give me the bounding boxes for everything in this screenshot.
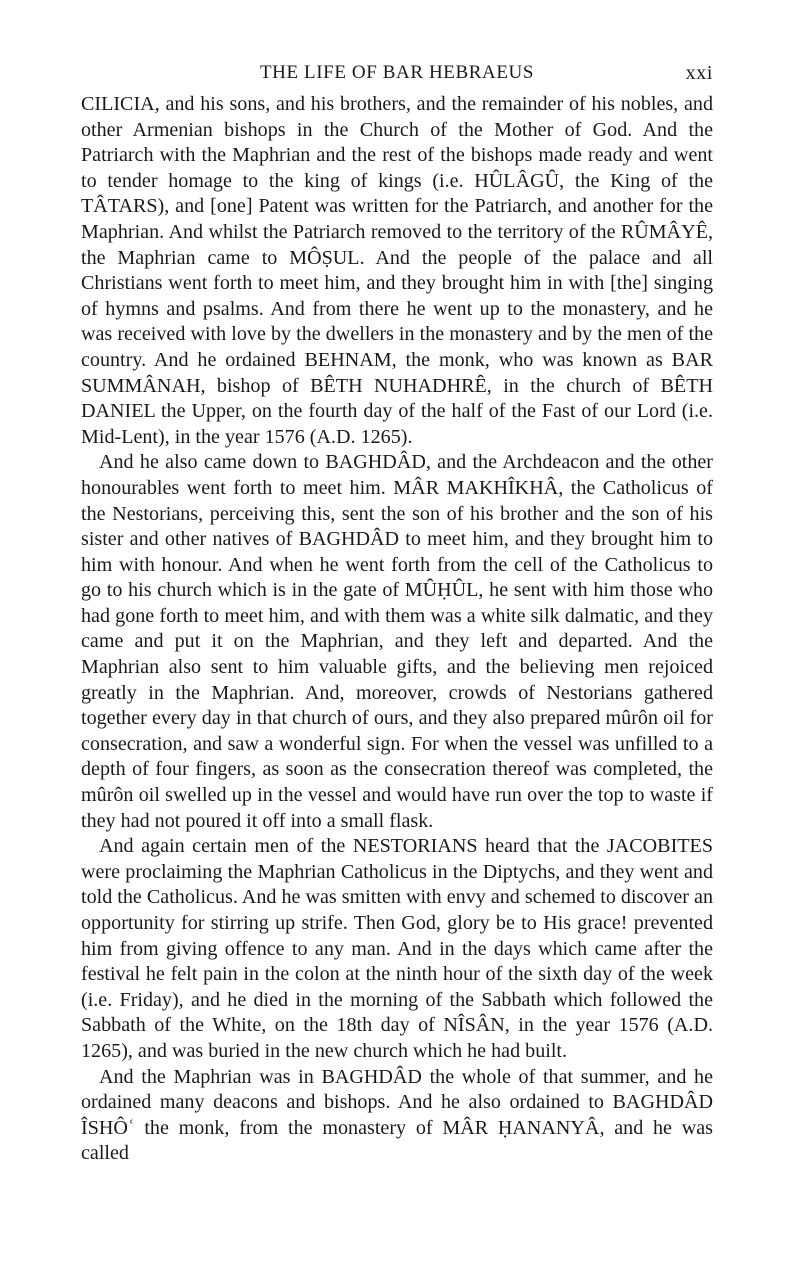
paragraph: And he also came down to BAGHDÂD, and the Archdeacon and the other honourables went forth to meet him. MÂR MAKHÎKHÂ, the Catholicus of the Nestorians, perceiving this, sent the son of his brother and the son of his sister and other natives of BAGHDÂD to meet him, and they brought him to him with honour. And when he went forth from the cell of the Catholicus to go to his church which is in the gate of MÛḤÛL, he sent with him those who had gone forth to meet him, and with them was a white silk dalmatic, and they came and put it on the Maphrian, and they left and departed. And the Maphrian also sent to him valuable gifts, and the believing men rejoiced greatly in the Maphrian. And, moreover, crowds of Nestorians gathered together every day in that church of ours, and they also prepared mûrôn oil for consecration, and saw a wonderful sign. For when the vessel was unfilled to a depth of four fingers, as soon as the consecration thereof was completed, the mûrôn oil swelled up in the vessel and would have run over the top to waste if they had not poured it off into a small flask. <box>81 451 713 832</box>
page-content <box>81 62 713 1167</box>
paragraph: CILICIA, and his sons, and his brothers, and the remainder of his nobles, and other Armenian bishops in the Church of the Mother of God. And the Patriarch with the Maphrian and the rest of the bishops made ready and went to tender homage to the king of kings (i.e. HÛLÂGÛ, the King of the TÂTARS), and [one] Patent was written for the Patriarch, and another for the Maphrian. And whilst the Patriarch removed to the territory of the RÛMÂYÊ, the Maphrian came to MÔṢUL. And the people of the palace and all Christians went forth to meet him, and they brought him in with [the] singing of hymns and psalms. And from there he went up to the monastery, and he was received with love by the dwellers in the monastery and by the men of the country. And he ordained BEHNAM, the monk, who was known as BAR SUMMÂNAH, bishop of BÊTH NUHADHRÊ, in the church of BÊTH DANIEL the Upper, on the fourth day of the half of the Fast of our Lord (i.e. Mid-Lent), in the year 1576 (A.D. 1265). <box>81 93 713 448</box>
running-title: THE LIFE OF BAR HEBRAEUS <box>259 62 535 83</box>
paragraph: And the Maphrian was in BAGHDÂD the whole of that summer, and he ordained many deacons and bishops. And he also ordained to BAGHDÂD ÎSHÔʿ the monk, from the monastery of MÂR ḤANANYÂ, and he was called <box>81 1065 713 1165</box>
paragraph: And again certain men of the NESTORIANS heard that the JACOBITES were proclaiming the Maphrian Catholicus in the Diptychs, and they went and told the Catholicus. And he was smitten with envy and schemed to discover an opportunity for stirring up strife. Then God, glory be to His grace! prevented him from giving offence to any man. And in the days which came after the festival he felt pain in the colon at the ninth hour of the sixth day of the week (i.e. Friday), and he died in the morning of the Sabbath which followed the Sabbath of the White, on the 18th day of NÎSÂN, in the year 1576 (A.D. 1265), and was buried in the new church which he had built. <box>81 835 713 1062</box>
page-number: xxi <box>685 62 713 84</box>
body-text <box>81 92 713 1167</box>
running-header <box>81 62 713 92</box>
